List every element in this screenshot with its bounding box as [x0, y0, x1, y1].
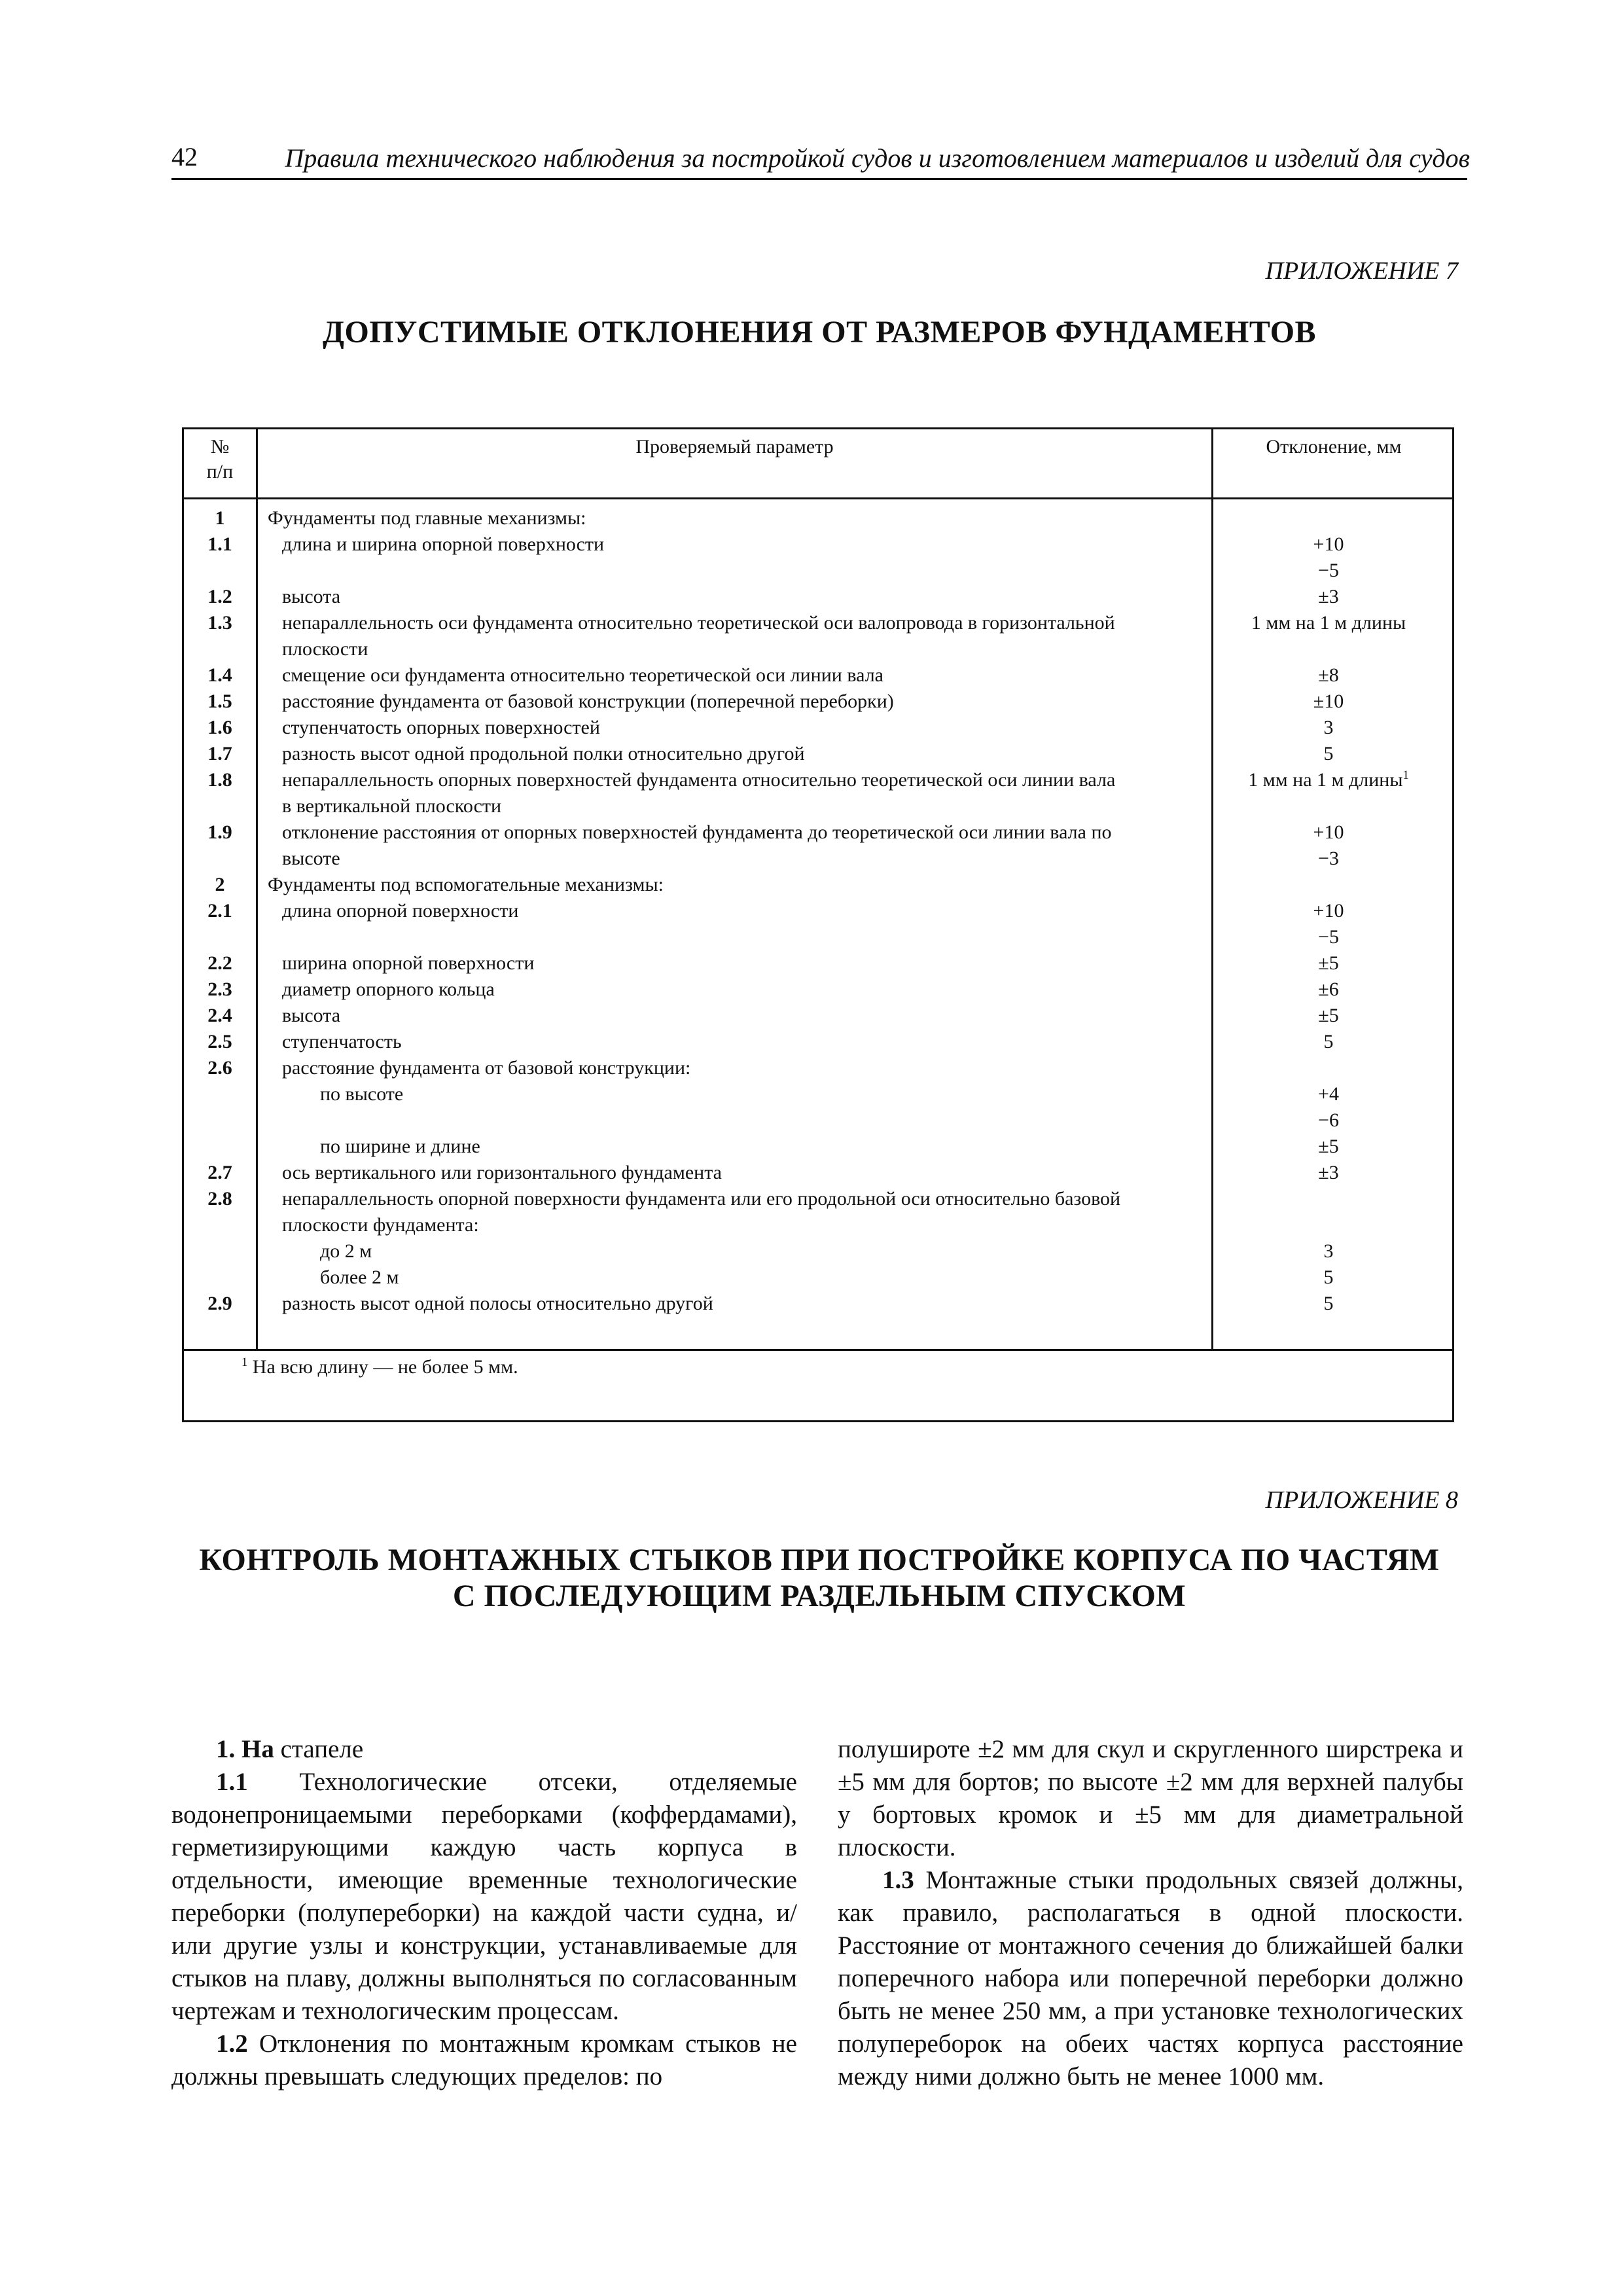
table-row: [184, 531, 1452, 558]
row-param: Фундаменты под вспомогательные механизмы:: [268, 874, 664, 895]
row-param: непараллельность опорной поверхности фундамента или его продольной оси относительно базовой: [282, 1188, 1121, 1210]
table-row: [184, 1186, 1452, 1212]
row-num: 1.2: [207, 586, 232, 607]
table-footnote: [241, 1356, 518, 1378]
row-deviation: [1215, 767, 1442, 793]
row-deviation: −6: [1318, 1109, 1339, 1131]
paragraph-1-3-text: Монтажные стыки продольных связей должны, как правило, располагаться в одной плоскости. Расстояние от монтажного сечения до ближайшей балки поперечного набора или поперечной переборки должно быть не менее 250 мм, а при установке технологических полупереборок на обеих частях корпуса расстояние между ними должно быть не менее 1000 мм.: [838, 1866, 1463, 2090]
header-num: [184, 435, 256, 484]
table-row: [184, 819, 1452, 846]
table-row: [184, 689, 1452, 715]
row-num: 1.7: [207, 743, 232, 764]
paragraph-1-1-text: Технологические отсеки, отделяемые водонепроницаемыми переборками (коффердамами), герметизирующими каждую часть корпуса в отдельности, имеющие временные технологические переборки (полупереборки) на каждой части судна, и/или другие узлы и конструкции, устанавливаемые для стыков на плаву, должны выполняться по согласованным чертежам и технологическим процессам.: [171, 1768, 797, 2025]
table-row: [184, 793, 1452, 819]
row-param: высота: [282, 586, 341, 607]
row-num: 1.3: [207, 612, 232, 634]
row-deviation: +10: [1313, 533, 1344, 555]
appendix-8-title-line2: С ПОСЛЕДУЮЩИМ РАЗДЕЛЬНЫМ СПУСКОМ: [452, 1579, 1186, 1613]
table-row: [184, 950, 1452, 977]
row-num: 2.5: [207, 1031, 232, 1052]
row-deviation: 5: [1323, 1031, 1334, 1052]
row-deviation: 5: [1323, 1293, 1334, 1314]
paragraph-1-2-continued: полушироте ±2 мм для скул и скругленного ширстрека и ±5 мм для бортов; по высоте ±2 мм для верхней палубы у бортовых кромок и ±5 мм для диаметральной плоскости.: [838, 1735, 1463, 1861]
row-param: диаметр опорного кольца: [282, 978, 495, 1000]
table-row: [184, 872, 1452, 898]
row-param: длина и ширина опорной поверхности: [282, 533, 605, 555]
row-deviation: +4: [1318, 1083, 1339, 1105]
row-param: расстояние фундамента от базовой конструкции (поперечной переборки): [282, 691, 894, 712]
paragraph-1-2: [171, 2028, 797, 2093]
row-deviation: +10: [1313, 900, 1344, 922]
row-param: ось вертикального или горизонтального фундамента: [282, 1162, 722, 1183]
subsection-heading: [171, 1733, 797, 1766]
row-deviation-value: 1 мм на 1 м длины: [1248, 769, 1403, 791]
footnote-divider: [184, 1349, 1452, 1351]
page-number: 42: [171, 142, 198, 171]
row-num: 2.4: [207, 1005, 232, 1026]
row-param: разность высот одной продольной полки относительно другой: [282, 743, 805, 764]
table-row: [184, 1212, 1452, 1238]
paragraph-1-1-num: 1.1: [216, 1768, 248, 1796]
row-param: отклонение расстояния от опорных поверхностей фундамента до теоретической оси линии вала по: [282, 821, 1112, 843]
row-deviation: ±5: [1318, 952, 1339, 974]
subsection-heading-text: стапеле: [274, 1735, 364, 1763]
header-param: Проверяемый параметр: [635, 436, 834, 457]
row-param: непараллельность оси фундамента относительно теоретической оси валопровода в горизонтальной: [282, 612, 1115, 634]
row-param: непараллельность опорных поверхностей фундамента относительно теоретической оси линии вала: [282, 769, 1116, 791]
row-num: 2.7: [207, 1162, 232, 1183]
row-deviation: −3: [1318, 848, 1339, 869]
row-param: плоскости: [282, 638, 368, 660]
deviations-table: [182, 427, 1454, 1422]
appendix-8-label: ПРИЛОЖЕНИЕ 8: [1265, 1486, 1458, 1514]
right-column: [838, 1733, 1463, 2093]
footnote-text: На всю длину — не более 5 мм.: [252, 1356, 518, 1378]
table-row: [184, 505, 1452, 531]
paragraph-1-3: [838, 1864, 1463, 2093]
row-deviation: 3: [1323, 717, 1334, 738]
row-deviation: +10: [1313, 821, 1344, 843]
appendix-7-title: ДОПУСТИМЫЕ ОТКЛОНЕНИЯ ОТ РАЗМЕРОВ ФУНДАМЕНТОВ: [322, 315, 1317, 350]
table-row: [184, 1238, 1452, 1265]
table-row: [184, 1107, 1452, 1134]
row-param: ступенчатость опорных поверхностей: [282, 717, 600, 738]
row-param: ширина опорной поверхности: [282, 952, 535, 974]
row-param: длина опорной поверхности: [282, 900, 519, 922]
row-num: 2.6: [207, 1057, 232, 1079]
header-rule: [171, 178, 1467, 180]
table-row: [184, 610, 1452, 636]
row-deviation: ±3: [1318, 1162, 1339, 1183]
table-row: [184, 898, 1452, 924]
row-deviation: −5: [1318, 560, 1339, 581]
paragraph-1-2-num: 1.2: [216, 2030, 248, 2058]
row-deviation: 5: [1323, 743, 1334, 764]
row-deviation: ±10: [1313, 691, 1344, 712]
header-deviation: Отклонение, мм: [1266, 436, 1402, 457]
row-param: высота: [282, 1005, 341, 1026]
row-deviation: ±8: [1318, 664, 1339, 686]
row-deviation: ±5: [1318, 1136, 1339, 1157]
appendix-7-label: ПРИЛОЖЕНИЕ 7: [1265, 257, 1458, 285]
row-param: более 2 м: [320, 1266, 399, 1288]
row-num: 1.8: [207, 769, 232, 791]
row-param: смещение оси фундамента относительно теоретической оси линии вала: [282, 664, 883, 686]
table-row: [184, 767, 1452, 793]
row-param: по ширине и длине: [320, 1136, 480, 1157]
row-num: 2.1: [207, 900, 232, 922]
row-deviation: 3: [1323, 1240, 1334, 1262]
table-row: [184, 662, 1452, 689]
row-param: разность высот одной полосы относительно другой: [282, 1293, 713, 1314]
row-num: 2: [215, 874, 225, 895]
row-num: 1.9: [207, 821, 232, 843]
running-title: Правила технического наблюдения за постройкой судов и изготовлением материалов и изделий для судов: [285, 143, 1470, 173]
row-param: ступенчатость: [282, 1031, 402, 1052]
appendix-8-title-line1: КОНТРОЛЬ МОНТАЖНЫХ СТЫКОВ ПРИ ПОСТРОЙКЕ КОРПУСА ПО ЧАСТЯМ: [199, 1543, 1440, 1577]
row-param: до 2 м: [320, 1240, 372, 1262]
paragraph-1-1: [171, 1766, 797, 2028]
table-row: [184, 1029, 1452, 1055]
subsection-heading-num: 1. На: [216, 1735, 274, 1763]
header-num-line1: №: [210, 436, 230, 457]
row-deviation: ±6: [1318, 978, 1339, 1000]
table-row: [184, 636, 1452, 662]
table-row: [184, 1291, 1452, 1317]
table-row: [184, 924, 1452, 950]
row-param: расстояние фундамента от базовой конструкции:: [282, 1057, 691, 1079]
table-row: [184, 584, 1452, 610]
row-param: по высоте: [320, 1083, 404, 1105]
row-param: высоте: [282, 848, 340, 869]
left-column: [171, 1733, 797, 2093]
row-num: 1.4: [207, 664, 232, 686]
table-row: [184, 715, 1452, 741]
row-num: 1.1: [207, 533, 232, 555]
row-num: 1: [215, 507, 225, 529]
table-row: [184, 977, 1452, 1003]
table-row: [184, 846, 1452, 872]
table-row: [184, 741, 1452, 767]
footnote-ref: 1: [1402, 768, 1409, 782]
row-param: Фундаменты под главные механизмы:: [268, 507, 586, 529]
header-num-line2: п/п: [206, 461, 234, 482]
row-param: плоскости фундамента:: [282, 1214, 479, 1236]
header-divider: [184, 497, 1452, 499]
row-deviation: −5: [1318, 926, 1339, 948]
row-deviation: 1 мм на 1 м длины: [1251, 612, 1406, 634]
row-num: 2.3: [207, 978, 232, 1000]
row-deviation: 5: [1323, 1266, 1334, 1288]
row-param: в вертикальной плоскости: [282, 795, 502, 817]
paragraph-1-3-num: 1.3: [882, 1866, 914, 1894]
table-row: [184, 558, 1452, 584]
row-num: 2.9: [207, 1293, 232, 1314]
row-deviation: ±3: [1318, 586, 1339, 607]
row-num: 2.2: [207, 952, 232, 974]
table-row: [184, 1055, 1452, 1081]
footnote-mark: 1: [241, 1355, 248, 1369]
paragraph-1-2-text: Отклонения по монтажным кромкам стыков не должны превышать следующих пределов: по: [171, 2030, 797, 2090]
row-num: 2.8: [207, 1188, 232, 1210]
row-num: 1.6: [207, 717, 232, 738]
row-num: 1.5: [207, 691, 232, 712]
table-row: [184, 1265, 1452, 1291]
table-row: [184, 1160, 1452, 1186]
table-row: [184, 1134, 1452, 1160]
table-row: [184, 1003, 1452, 1029]
row-deviation: ±5: [1318, 1005, 1339, 1026]
table-row: [184, 1081, 1452, 1107]
